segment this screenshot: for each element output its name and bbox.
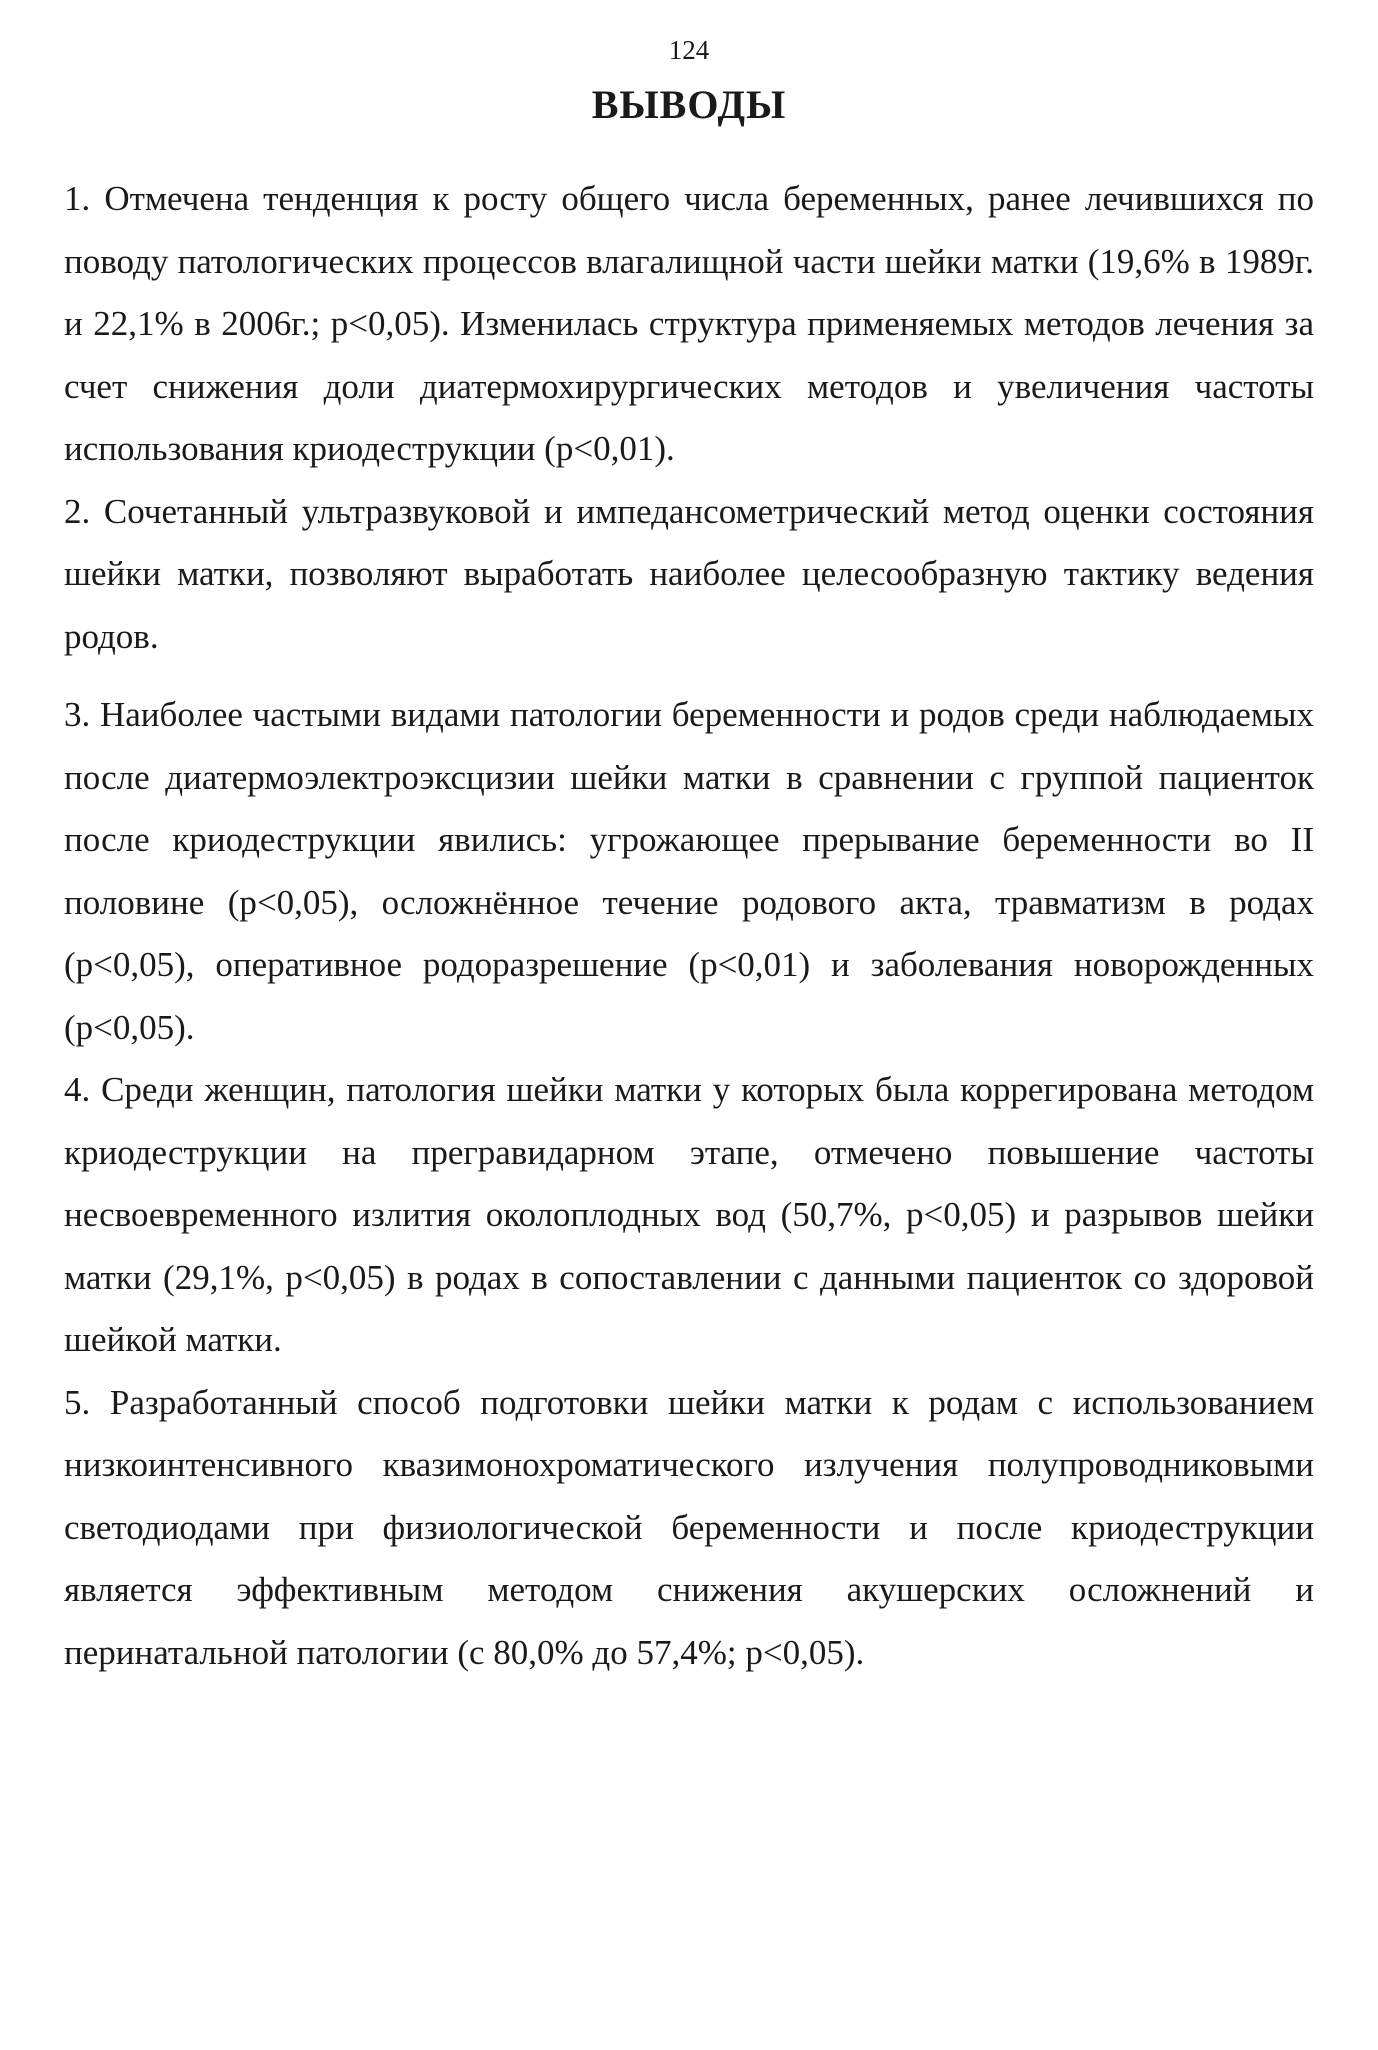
conclusion-text: Сочетанный ультразвуковой и импедансометрический метод оценки состояния шейки матки, позволяют выработать наиболее целесообразную тактику ведения родов. <box>64 491 1314 656</box>
conclusion-item-5 <box>64 1372 1314 1685</box>
conclusion-text: Отмечена тенденция к росту общего числа беременных, ранее лечившихся по поводу патологических процессов влагалищной части шейки матки (19,6% в 1989г. и 22,1% в 2006г.; p<0,05). Изменилась структура применяемых методов лечения за счет снижения доли диатермохирургических методов и увеличения частоты использования криодеструкции (p<0,01). <box>64 179 1314 468</box>
conclusions-list <box>64 168 1314 1684</box>
conclusion-number: 5. <box>64 1382 91 1422</box>
conclusion-text: Наиболее частыми видами патологии беременности и родов среди наблюдаемых после диатермоэлектроэксцизии шейки матки в сравнении с группой пациенток после криодеструкции явились: угрожающее прерывание беременности во II половине (p<0,05), осложнённое течение родового акта, травматизм в родах (p<0,05), оперативное родоразрешение (p<0,01) и заболевания новорожденных (p<0,05). <box>64 695 1314 1047</box>
conclusion-item-1 <box>64 168 1314 481</box>
page-number: 124 <box>668 35 710 65</box>
conclusion-text: Разработанный способ подготовки шейки матки к родам с использованием низкоинтенсивного квазимонохроматического излучения полупроводниковыми светодиодами при физиологической беременности и после криодеструкции является эффективным методом снижения акушерских осложнений и перинатальной патологии (с 80,0% до 57,4%; p<0,05). <box>64 1382 1314 1672</box>
conclusion-number: 3. <box>64 695 91 734</box>
conclusion-item-3 <box>64 684 1314 1059</box>
conclusion-number: 1. <box>64 179 91 218</box>
conclusion-item-2 <box>64 481 1314 669</box>
conclusion-number: 4. <box>64 1070 91 1109</box>
conclusion-text: Среди женщин, патология шейки матки у которых была коррегирована методом криодеструкции на прегравидарном этапе, отмечено повышение частоты несвоевременного излития околоплодных вод (50,7%, p<0,05) и разрывов шейки матки (29,1%, p<0,05) в родах в сопоставлении с данными пациенток со здоровой шейкой матки. <box>64 1070 1314 1359</box>
conclusion-item-4 <box>64 1059 1314 1372</box>
conclusion-number: 2. <box>64 491 91 531</box>
page-title: ВЫВОДЫ <box>591 82 787 127</box>
